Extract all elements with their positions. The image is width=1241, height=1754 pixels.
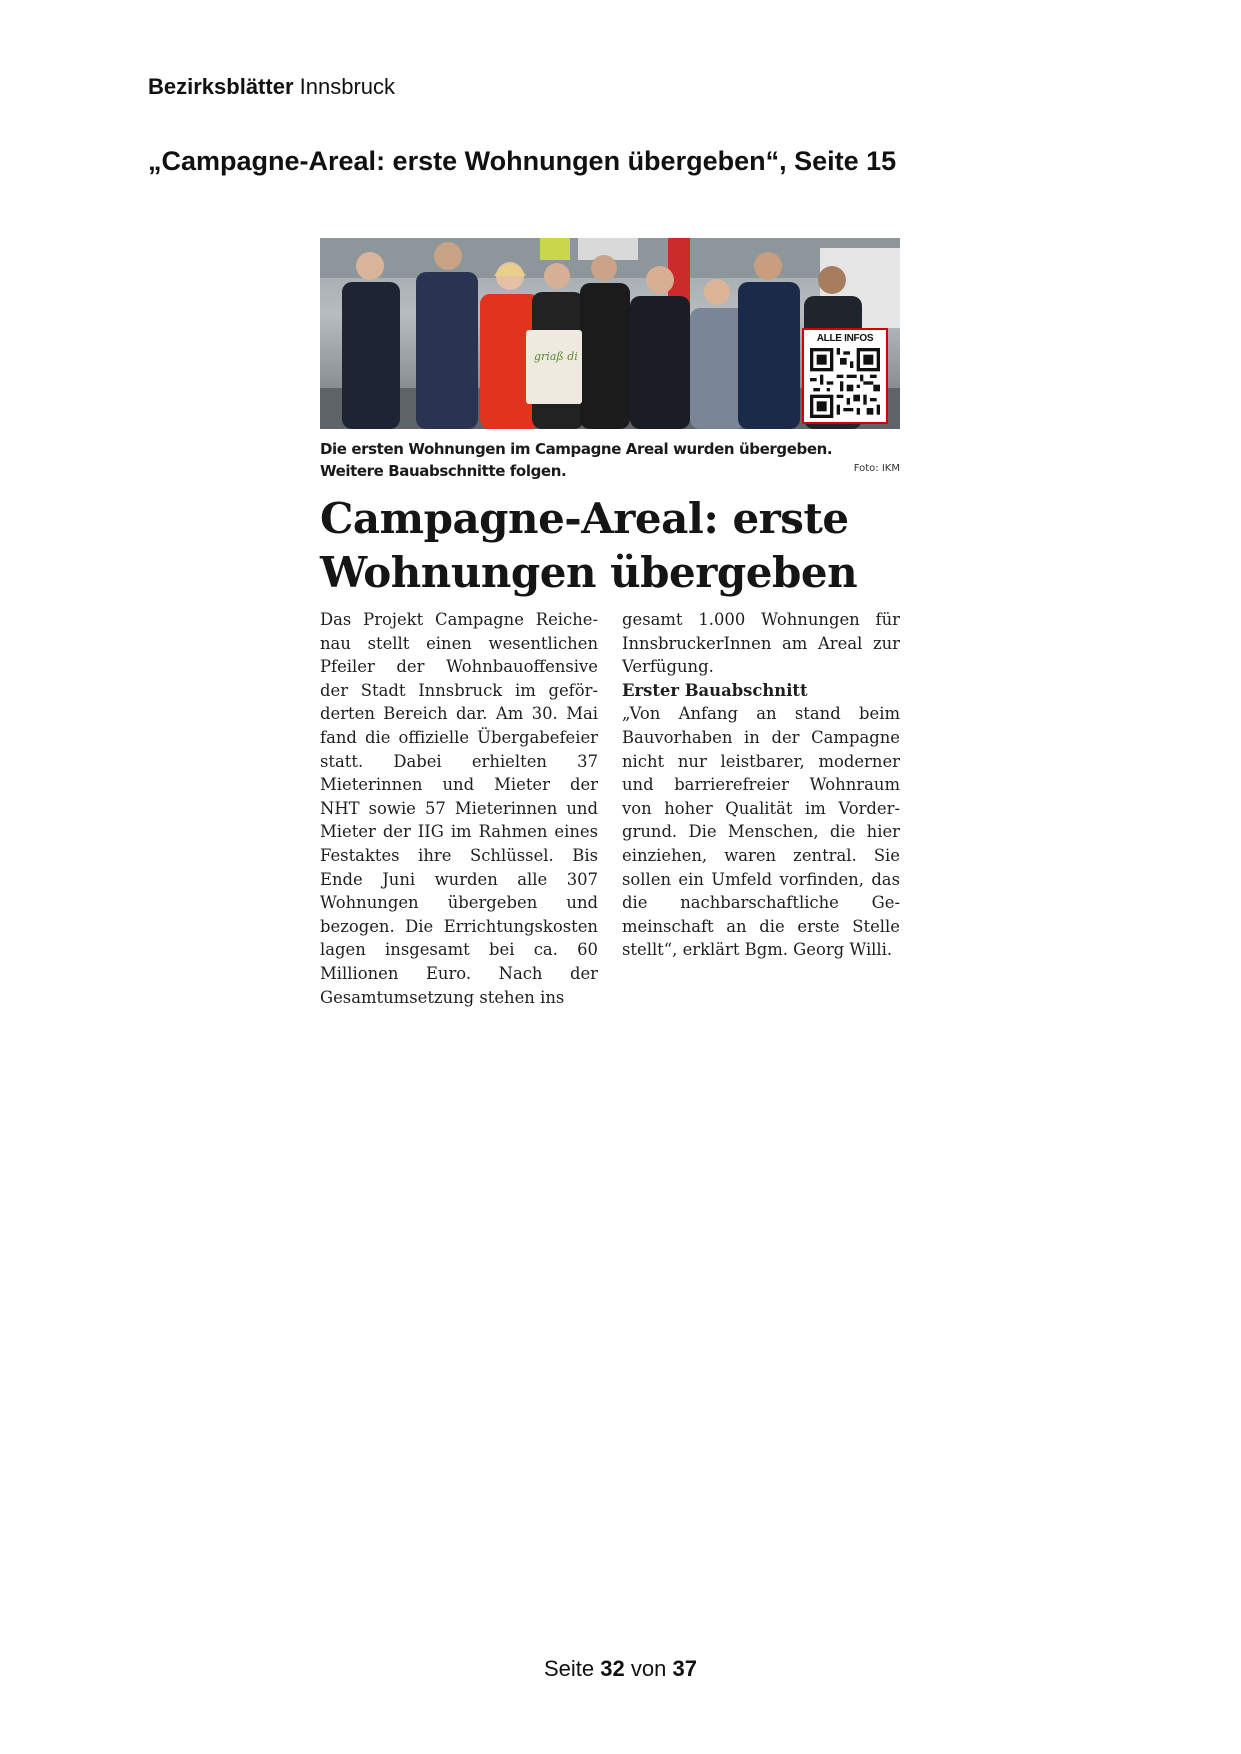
photo-caption (320, 438, 900, 482)
subheading: Erster Bauabschnitt (622, 680, 808, 700)
qr-label: ALLE INFOS (816, 333, 874, 344)
article-photo (320, 238, 900, 429)
photo-credit: Foto: IKM (853, 463, 900, 474)
publication-header (148, 74, 395, 100)
column-1-text: Das Projekt Campagne Reichenau stellt einen wesentlichen Pfeiler der Wohnbauoffensive der Stadt Innsbruck im geförderten Bereich dar. Am 30. Mai fand die offizielle Übergabefeier statt. Dabei erhielten 37 Mieterinnen und Mieter der NHT sowie 57 Mieterinnen und Mieter der IIG im Rahmen eines Festaktes ihre Schlüssel. Bis Ende Juni wurden alle 307 Wohnungen übergeben und bezogen. Die Errichtungskosten lagen insgesamt bei ca. 60 Millionen Euro. Nach der Gesamtumsetzung stehen ins (320, 610, 598, 1007)
page-number (0, 1656, 1241, 1682)
tote-bag (526, 330, 582, 404)
column-2-body: „Von Anfang an stand beim Bauvorhaben in der Campagne nicht nur leistbarer, moderner und barrierefreier Wohnraum von hoher Qualität im Vordergrund. Die Menschen, die hier einziehen, waren zentral. Sie sollen ein Umfeld vorfinden, das die nachbarschaftliche Gemeinschaft an die erste Stelle stellt“, erklärt Bgm. Georg Willi. (622, 704, 900, 960)
bag-logo-text: griaß di (534, 350, 578, 363)
total-pages: 37 (672, 1656, 697, 1681)
body-column-1 (320, 608, 598, 1009)
qr-info-box (802, 328, 888, 424)
column-2-intro: gesamt 1.000 Wohnungen für InnsbruckerInnen am Areal zur Verfügung. (622, 610, 900, 677)
qr-code-icon (810, 348, 880, 418)
body-column-2 (622, 608, 900, 1009)
article-headline: Campagne-Areal: erste Wohnungen übergeben (320, 494, 858, 597)
publication-name: Bezirksblätter (148, 74, 294, 99)
article-reference: „Campagne-Areal: erste Wohnungen übergeben“, Seite 15 (148, 146, 897, 176)
article-body (320, 608, 900, 1009)
newspaper-clipping (320, 238, 900, 1009)
current-page: 32 (600, 1656, 625, 1681)
page-middle: von (630, 1656, 667, 1681)
page-prefix: Seite (544, 1656, 595, 1681)
publication-place: Innsbruck (299, 74, 396, 99)
caption-text: Die ersten Wohnungen im Campagne Areal wurden übergeben. Weitere Bauabschnitte folgen. (320, 440, 833, 480)
